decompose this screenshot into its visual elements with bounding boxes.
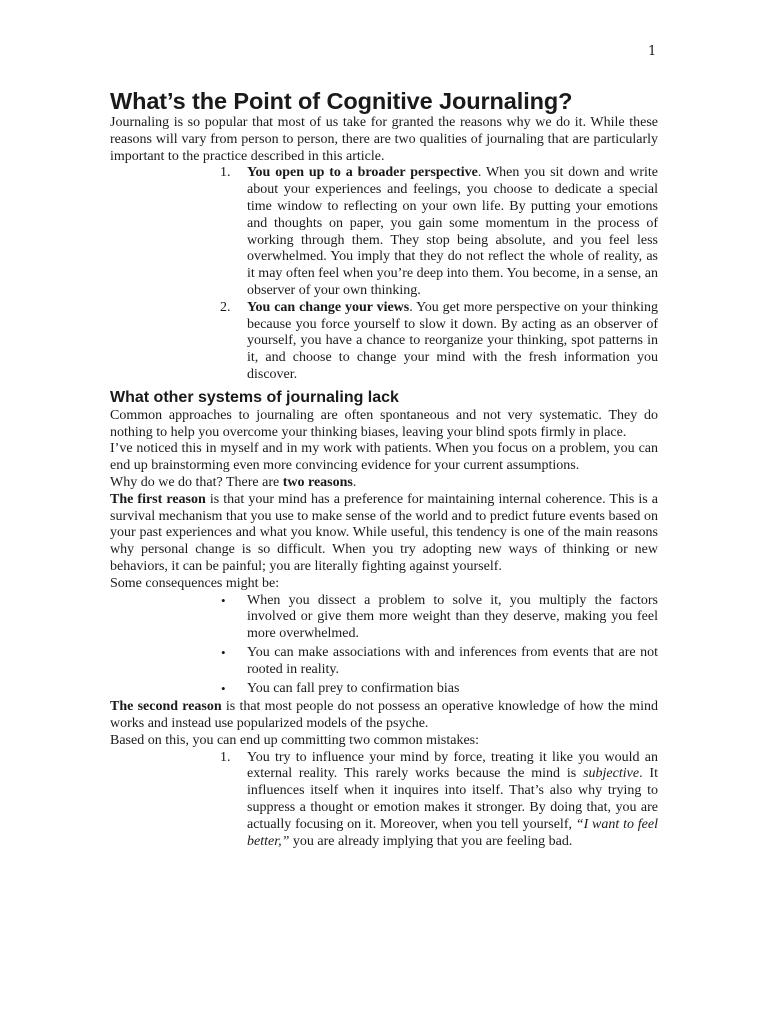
page-number: 1 [648, 44, 657, 59]
list-item-lead: You can change your views [247, 299, 410, 315]
list-number: 1. [220, 749, 231, 765]
paragraph-bold: The second reason [110, 699, 222, 715]
second-reason-paragraph [110, 699, 658, 733]
paragraph-text: . [352, 474, 357, 490]
list-item [220, 749, 658, 851]
list-item-text: You can fall prey to confirmation bias [247, 680, 460, 696]
document-body [110, 87, 658, 850]
list-item [220, 299, 658, 384]
paragraph-bold: two reasons [282, 474, 353, 490]
list-item [220, 165, 658, 299]
paragraph-bold: The first reason [110, 491, 206, 507]
paragraph-text: Why do we do that? There are [110, 474, 283, 490]
bullet-icon: • [221, 592, 226, 608]
list-item-text: you are already implying that you are feeling bad. [289, 833, 573, 849]
mistakes-list [110, 750, 658, 851]
list-item [221, 644, 658, 679]
bullet-icon: • [221, 644, 226, 660]
paragraph-text: is that your mind has a preference for maintaining internal coherence. This is a survival mechanism that you use to make sense of the world and to predict future events based on your past experiences and what you know. While useful, this tendency is one of the main reasons why personal change is so difficult. When you try adopting new ways of thinking or new behaviors, it can be painful; you are literally fighting against yourself. [110, 491, 659, 574]
qualities-list [110, 165, 658, 383]
list-item-text: . When you sit down and write about your experiences and feelings, you choose to dedicate a special time window to reflecting on your own life. By putting your emotions and thoughts on paper, you gain some momentum in the process of working through them. They stop being absolute, and you feel less overwhelmed. You imply that they do not reflect the whole of reality, as it may often feel when you’re deep into them. You become, in a sense, an observer of your own thinking. [247, 165, 658, 298]
page-title: What’s the Point of Cognitive Journaling? [110, 88, 573, 114]
paragraph: I’ve noticed this in myself and in my work with patients. When you focus on a problem, you can end up brainstorming even more convincing evidence for your current assumptions. [110, 441, 658, 474]
list-item [221, 592, 658, 643]
section-heading: What other systems of journaling lack [110, 388, 399, 406]
paragraph [110, 475, 658, 492]
list-item [221, 680, 658, 698]
list-item-text: . You get more perspective on your thinking because you force yourself to slow it down. By acting as an observer of yourself, you have a chance to reorganize your thinking, spot patterns in it, and choose to change your mind with the fresh information you discover. [247, 299, 658, 382]
paragraph: Some consequences might be: [110, 575, 280, 591]
list-item-italic: subjective [583, 766, 640, 782]
list-item-italic: “I want to feel better,” [247, 816, 658, 849]
bullet-icon: • [221, 680, 226, 696]
list-number: 2. [220, 299, 231, 315]
paragraph: Based on this, you can end up committing two common mistakes: [110, 732, 480, 748]
intro-paragraph: Journaling is so popular that most of us take for granted the reasons why we do it. While these reasons will vary from person to person, there are two qualities of journaling that are particularly important to the practice described in this article. [110, 115, 658, 164]
list-item-text: You can make associations with and inferences from events that are not rooted in reality. [247, 644, 658, 677]
paragraph-text: is that most people do not possess an operative knowledge of how the mind works and instead use popularized models of the psyche. [110, 699, 658, 732]
first-reason-paragraph [110, 492, 658, 576]
list-item-text: . It influences itself when it inquires into itself. That’s also why trying to suppress a thought or emotion makes it stronger. By doing that, you are actually focusing on it. Moreover, when you tell yourself, [247, 766, 658, 832]
paragraph: Common approaches to journaling are often spontaneous and not very systematic. They do nothing to help you overcome your thinking biases, leaving your blind spots firmly in place. [110, 407, 658, 440]
list-item-lead: You open up to a broader perspective [247, 165, 478, 181]
list-item-text: You try to influence your mind by force, treating it like you would an external reality. This rarely works because the mind is [247, 749, 658, 782]
consequences-list [110, 593, 658, 698]
list-number: 1. [220, 165, 231, 181]
list-item-text: When you dissect a problem to solve it, you multiply the factors involved or give them more weight than they deserve, making you feel more overwhelmed. [247, 592, 658, 642]
